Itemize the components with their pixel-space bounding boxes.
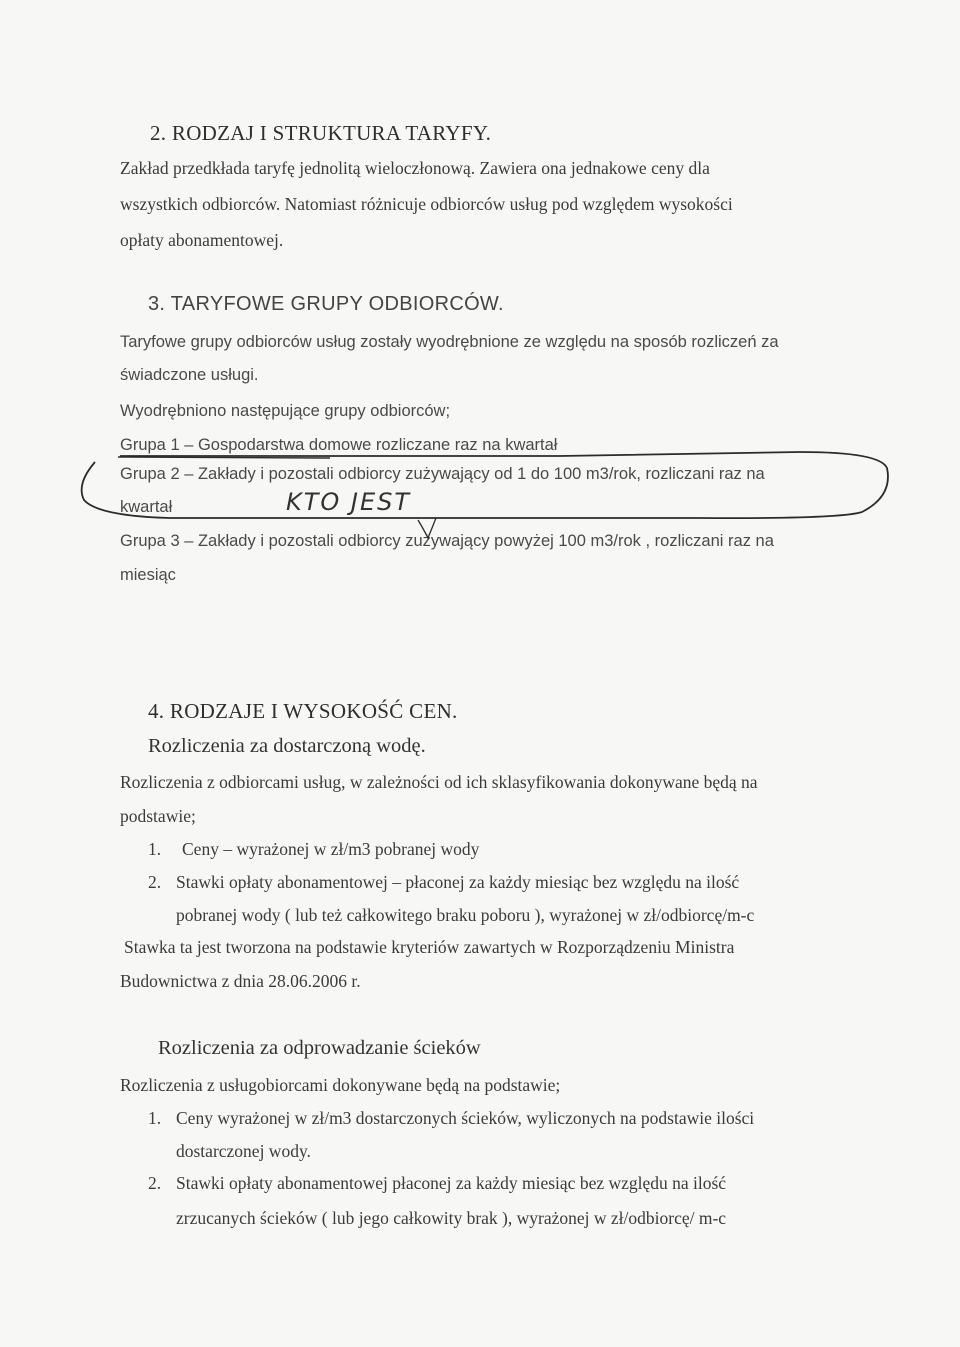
water-note-line-2: Budownictwa z dnia 28.06.2006 r. (120, 971, 361, 991)
water-item-2-number: 2. (148, 872, 162, 892)
handwritten-note: KTO JEST (286, 488, 412, 516)
water-intro-line-2: podstawie; (120, 806, 196, 826)
section-3-heading: 3. TARYFOWE GRUPY ODBIORCÓW. (148, 293, 504, 315)
section-2-heading: 2. RODZAJ I STRUKTURA TARYFY. (150, 121, 492, 145)
sewage-intro: Rozliczenia z usługobiorcami dokonywane będą na podstawie; (120, 1075, 561, 1095)
section-4-heading: 4. RODZAJE I WYSOKOŚĆ CEN. (148, 699, 458, 723)
grupa-3-line-2: miesiąc (120, 566, 176, 584)
sewage-item-1-number: 1. (148, 1108, 162, 1128)
sewage-item-2-line-1: Stawki opłaty abonamentowej płaconej za każdy miesiąc bez względu na ilość (176, 1173, 727, 1193)
sewage-item-1-line-1: Ceny wyrażonej w zł/m3 dostarczonych ścieków, wyliczonych na podstawie ilości (176, 1108, 755, 1128)
water-item-2-line-2: pobranej wody ( lub też całkowitego braku poboru ), wyrażonej w zł/odbiorcę/m-c (176, 905, 755, 925)
grupa-2-line-2: kwartał (120, 498, 173, 516)
water-subheading: Rozliczenia za dostarczoną wodę. (148, 735, 426, 757)
sewage-subheading: Rozliczenia za odprowadzanie ścieków (158, 1037, 481, 1059)
water-item-1-number: 1. (148, 839, 162, 859)
water-intro-line-1: Rozliczenia z odbiorcami usług, w zależności od ich sklasyfikowania dokonywane będą na (120, 772, 758, 792)
water-note-line-1: Stawka ta jest tworzona na podstawie kryteriów zawartych w Rozporządzeniu Ministra (124, 937, 735, 957)
grupa-1: Grupa 1 – Gospodarstwa domowe rozliczane raz na kwartał (120, 436, 558, 454)
section-3-line-1: Taryfowe grupy odbiorców usług zostały wyodrębnione ze względu na sposób rozliczeń za (120, 333, 779, 351)
sewage-item-1-line-2: dostarczonej wody. (176, 1141, 311, 1161)
water-item-2-line-1: Stawki opłaty abonamentowej – płaconej za każdy miesiąc bez względu na ilość (176, 872, 740, 892)
grupa-2-line-1: Grupa 2 – Zakłady i pozostali odbiorcy zużywający od 1 do 100 m3/rok, rozliczani raz na (120, 465, 765, 483)
section-3-line-2: świadczone usługi. (120, 366, 259, 384)
section-2-line-1: Zakład przedkłada taryfę jednolitą wieloczłonową. Zawiera ona jednakowe ceny dla (120, 158, 710, 178)
grupa-3-line-1: Grupa 3 – Zakłady i pozostali odbiorcy zużywający powyżej 100 m3/rok , rozliczani raz na (120, 532, 774, 550)
sewage-item-2-line-2: zrzucanych ścieków ( lub jego całkowity brak ), wyrażonej w zł/odbiorcę/ m-c (176, 1208, 727, 1228)
section-2-line-3: opłaty abonamentowej. (120, 230, 284, 250)
water-item-1-line-1: Ceny – wyrażonej w zł/m3 pobranej wody (182, 839, 480, 859)
groups-intro: Wyodrębniono następujące grupy odbiorców; (120, 402, 451, 420)
sewage-item-2-number: 2. (148, 1173, 162, 1193)
section-2-line-2: wszystkich odbiorców. Natomiast różnicuje odbiorców usług pod względem wysokości (120, 194, 733, 214)
